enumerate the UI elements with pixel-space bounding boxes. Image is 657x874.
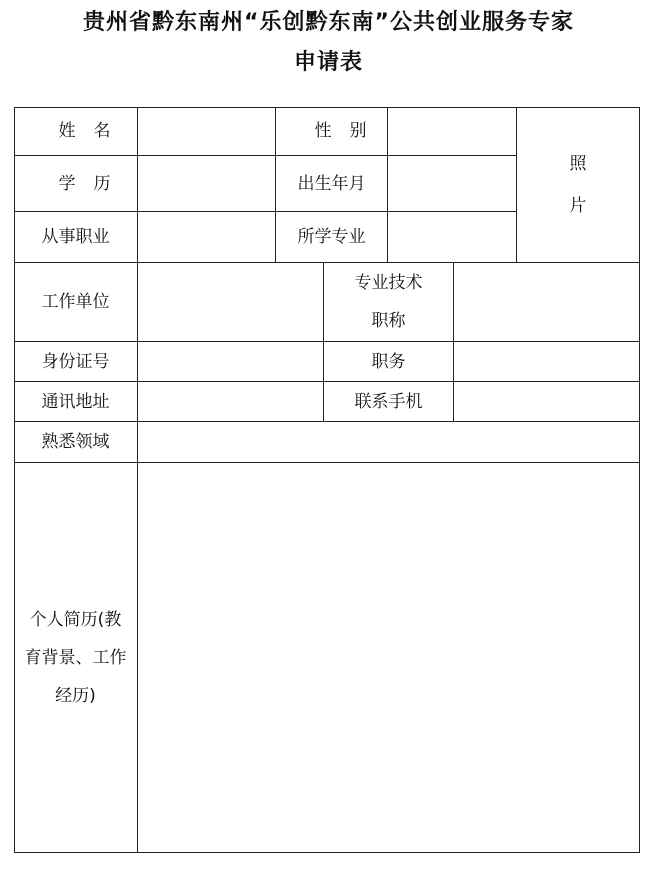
education-label: 学历	[58, 173, 129, 194]
employer-value-cell[interactable]	[138, 263, 323, 341]
form-title-line2: 申请表	[293, 50, 363, 75]
photo-box[interactable]	[517, 107, 639, 262]
address-label: 通讯地址	[41, 391, 110, 412]
address-value-cell[interactable]	[138, 382, 323, 421]
name-value-cell[interactable]	[138, 107, 275, 155]
name-label: 姓名	[58, 121, 129, 141]
professional-title-label	[324, 263, 453, 341]
id-number-label: 身份证号	[41, 351, 110, 372]
id-number-value-cell[interactable]	[138, 342, 323, 381]
resume-label-line2: 育背景、工作	[24, 647, 127, 668]
occupation-label: 从事职业	[41, 227, 110, 247]
mobile-label: 联系手机	[354, 391, 423, 412]
birth-date-label: 出生年月	[297, 173, 366, 194]
position-value-cell[interactable]	[454, 342, 639, 381]
position-label: 职务	[371, 351, 406, 372]
resume-label-line1: 个人简历(教	[29, 609, 122, 630]
professional-title-label-line2: 职称	[371, 311, 406, 331]
professional-title-label-line1: 专业技术	[354, 273, 423, 293]
birth-date-value-cell[interactable]	[388, 156, 516, 211]
form-title-line1: 贵州省黔东南州“乐创黔东南”公共创业服务专家	[83, 10, 574, 35]
major-label: 所学专业	[297, 227, 366, 247]
major-value-cell[interactable]	[388, 212, 516, 262]
resume-label	[14, 463, 137, 852]
occupation-value-cell[interactable]	[138, 212, 275, 262]
photo-label-char1: 照	[569, 153, 587, 174]
employer-label: 工作单位	[41, 292, 110, 312]
photo-label-char2: 片	[569, 195, 587, 216]
professional-title-value-cell[interactable]	[454, 263, 639, 341]
gender-value-cell[interactable]	[388, 107, 516, 155]
resume-label-line3: 经历)	[55, 685, 96, 706]
resume-value-cell[interactable]	[138, 463, 639, 852]
education-value-cell[interactable]	[138, 156, 275, 211]
gender-label: 性别	[314, 121, 385, 141]
familiar-field-value-cell[interactable]	[138, 422, 639, 462]
familiar-field-label: 熟悉领域	[41, 432, 110, 452]
mobile-value-cell[interactable]	[454, 382, 639, 421]
